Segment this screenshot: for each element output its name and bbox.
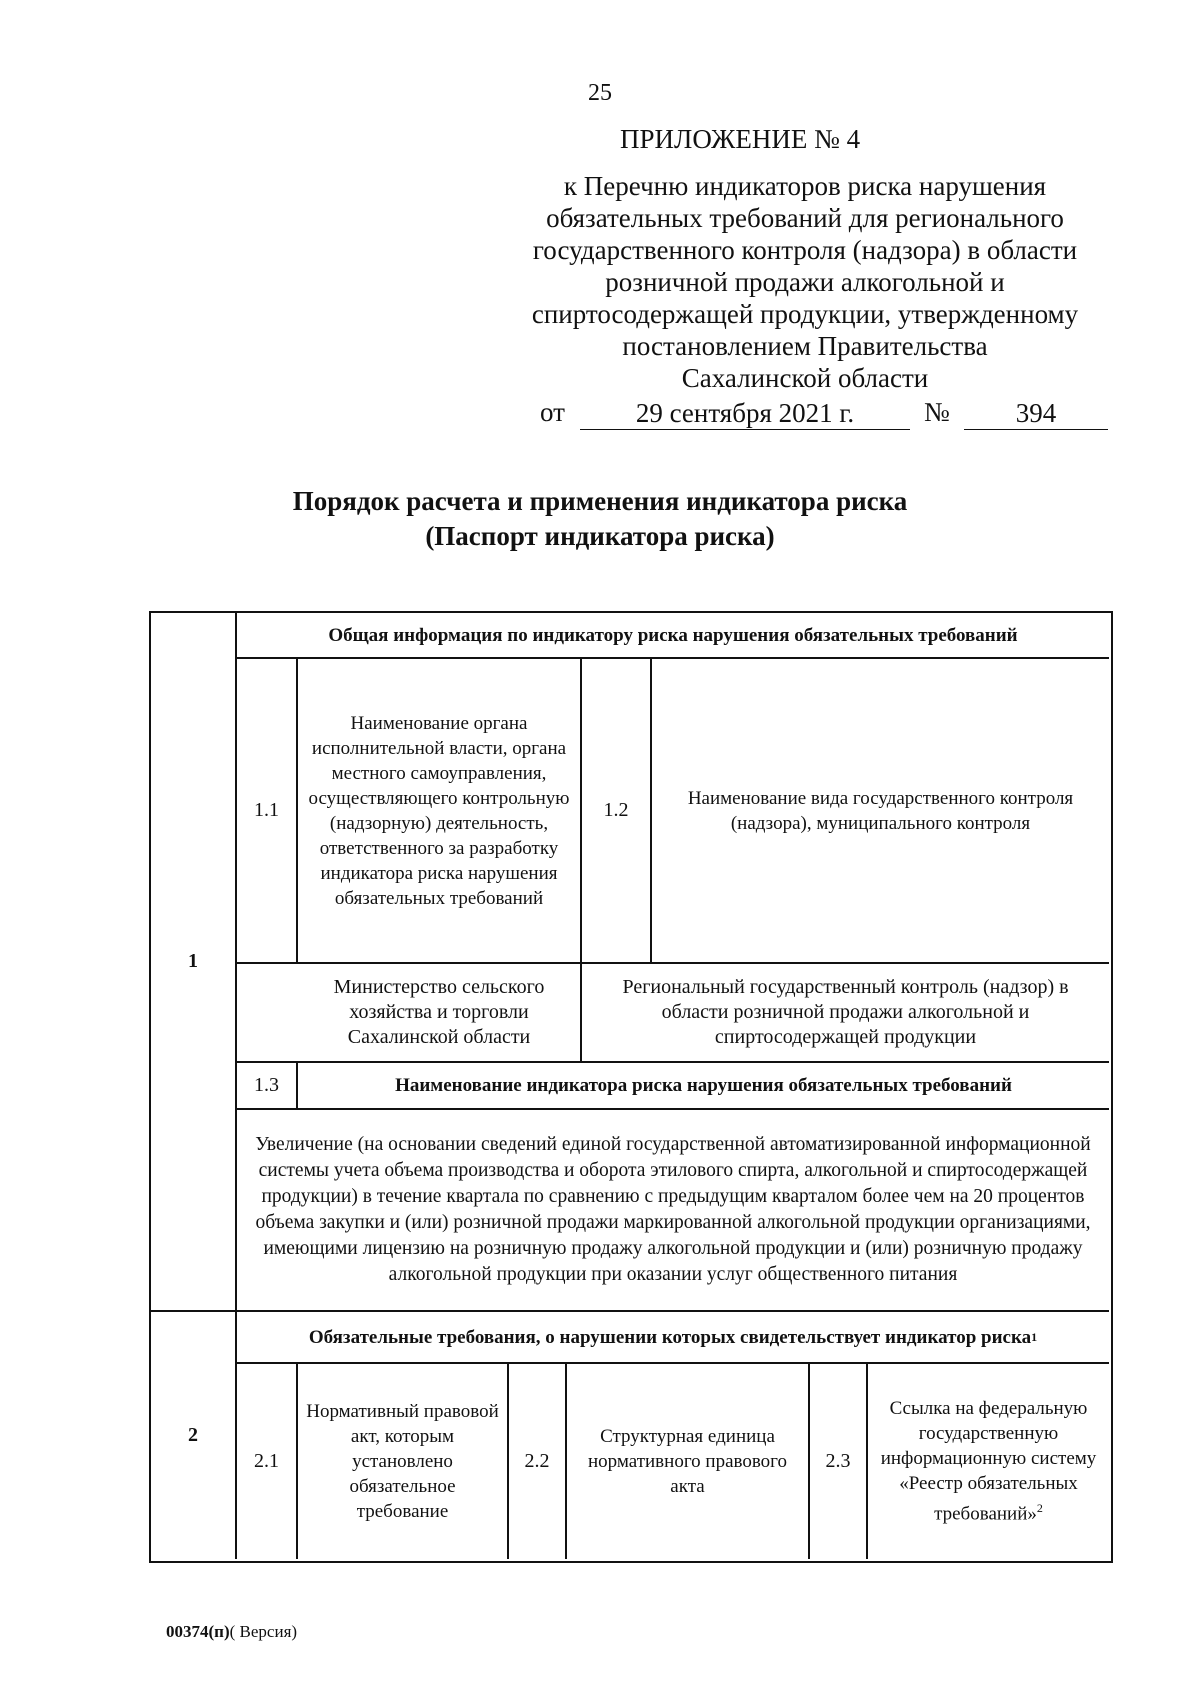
appendix-line: спиртосодержащей продукции, утвержденному [531,299,1079,329]
appendix-line: обязательных требований для регионального [546,203,1064,233]
decree-number: 394 [964,397,1108,430]
section-header [237,1312,1109,1362]
appendix-line: Сахалинской области [681,363,929,393]
title-line-1: Порядок расчета и применения индикатора риска [292,486,908,516]
title-line-2: (Паспорт индикатора риска) [425,521,775,551]
field-number: 2.3 [825,1450,851,1472]
field-number: 2.2 [524,1450,550,1472]
appendix-title: ПРИЛОЖЕНИЕ № 4 [620,124,861,154]
document-code [166,1622,297,1642]
section-header: Общая информация по индикатору риска нарушения обязательных требований [328,624,1018,646]
field-number: 1.2 [603,799,629,821]
section-number: 1 [188,950,198,972]
field-value: Региональный государственный контроль (надзор) в области розничной продажи алкогольной и спиртосодержащей продукции [622,976,1069,1048]
field-label: Наименование индикатора риска нарушения обязательных требований [395,1075,1012,1096]
appendix-line: государственного контроля (надзора) в области [532,235,1078,265]
field-label: Нормативный правовой акт, которым установлено обязательное требование [306,1401,499,1522]
indicator-description: Увеличение (на основании сведений единой государственной автоматизированной информационной системы учета объема производства и оборота этилового спирта, алкогольной и спиртосодержащей продукции) в течение квартала по сравнению с предыдущим кварталом более чем на 20 процентов объема закупки и (или) розничной продажи маркированной алкогольной продукции организациями, имеющими лицензию на розничную продажу алкогольной продукции и (или) розничную продажу алкогольной продукции при оказании услуг общественного питания [255,1134,1091,1285]
appendix-line: розничной продажи алкогольной и [605,267,1005,297]
field-label [868,1364,1109,1559]
footnote-mark: 1 [1031,1329,1038,1344]
section-header-text: Обязательные требования, о нарушении которых свидетельствует индикатор риска [308,1326,1032,1348]
field-label-text: Ссылка на федеральную государственную информационную систему «Реестр обязательных требований» [880,1398,1097,1525]
section-number: 2 [188,1424,198,1446]
document-code-text: 00374(п) [166,1622,230,1641]
field-value: Министерство сельского хозяйства и торговли Сахалинской области [333,976,545,1048]
field-number: 1.1 [254,799,279,821]
field-label: Наименование вида государственного контроля (надзора), муниципального контроля [687,787,1074,834]
date-prefix: от [540,397,565,427]
number-prefix: № [924,397,950,427]
version-label: ( Версия) [229,1622,298,1641]
footnote-mark: 2 [1036,1501,1043,1516]
field-label: Структурная единица нормативного правового акта [588,1426,787,1497]
decree-date: 29 сентября 2021 г. [580,397,910,430]
page-number: 25 [588,80,612,106]
field-number: 1.3 [254,1074,279,1096]
appendix-line: к Перечню индикаторов риска нарушения [563,171,1047,201]
appendix-line: постановлением Правительства [622,331,988,361]
field-label: Наименование органа исполнительной власти, органа местного самоуправления, осуществляющего контрольную (надзорную) деятельность, ответственного за разработку индикатора риска нарушения обязательных требований [308,712,570,909]
field-number: 2.1 [254,1450,279,1472]
